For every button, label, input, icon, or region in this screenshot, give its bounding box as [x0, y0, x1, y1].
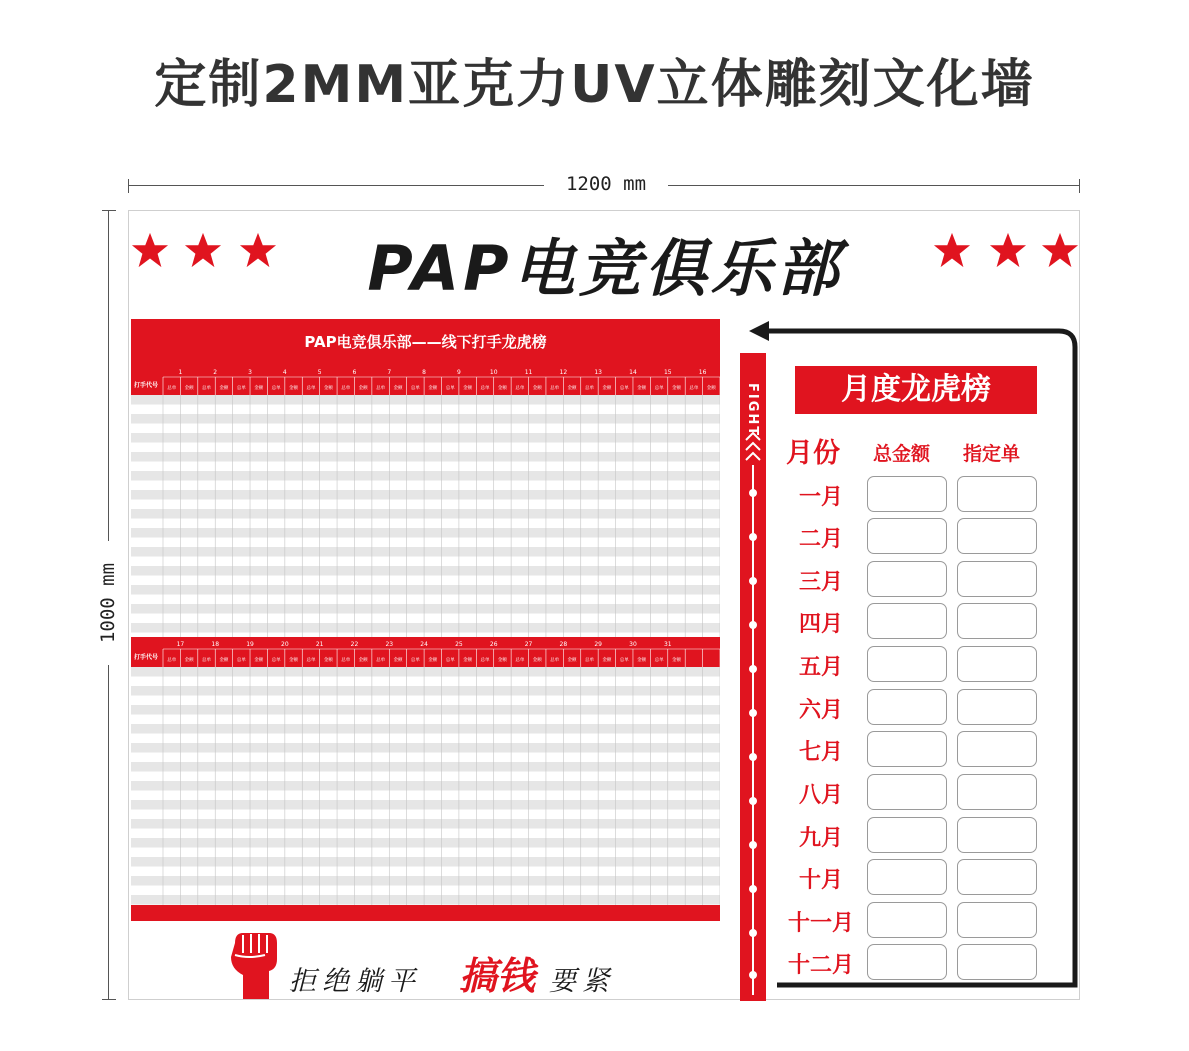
strip-dot: [749, 971, 757, 979]
grid-row: [131, 547, 720, 557]
strip-dot: [749, 929, 757, 937]
month-row: [781, 774, 1041, 812]
grid-row: [131, 667, 720, 677]
slogan-part-one: 拒绝躺平: [289, 966, 421, 997]
grid-row: [131, 509, 720, 519]
day-number-label: 26: [489, 641, 498, 648]
month-label: 七月: [798, 740, 843, 765]
grid-row: [131, 810, 720, 820]
grid-row: [131, 724, 720, 734]
amount-sub-label: 金额: [463, 658, 473, 663]
grid-row: [131, 715, 720, 725]
month-label: 八月: [798, 783, 843, 808]
day-number-label: 25: [455, 641, 463, 648]
orders-sub-label: 总单: [376, 658, 386, 663]
amount-sub-label: 金额: [254, 658, 264, 663]
day-number-label: 24: [420, 641, 428, 648]
monthly-ranking-title: 月度龙虎榜: [795, 366, 1037, 414]
strip-line: [752, 465, 754, 995]
orders-sub-label: 总单: [306, 386, 316, 391]
grid-row: [131, 471, 720, 481]
amount-sub-label: 金额: [637, 658, 647, 663]
grid-row: [131, 538, 720, 548]
grid-row: [131, 867, 720, 877]
amount-sub-label: 金额: [497, 386, 507, 391]
total-amount-box: [867, 561, 947, 597]
chevron-up-icon: [745, 441, 761, 451]
ranking-header: PAP电竞俱乐部——线下打手龙虎榜: [131, 319, 720, 365]
grid-row: [131, 886, 720, 896]
ranking-grid-bottom: [131, 637, 720, 905]
grid-row: [131, 462, 720, 472]
total-amount-box: [867, 817, 947, 853]
grid-row: [131, 490, 720, 500]
amount-sub-label: 金额: [219, 658, 229, 663]
grid-row: [131, 576, 720, 586]
orders-sub-label: 总单: [410, 386, 420, 391]
day-number-label: 2: [213, 369, 218, 376]
grid-row: [131, 791, 720, 801]
assigned-order-box: [957, 476, 1037, 512]
assigned-order-box: [957, 518, 1037, 554]
player-code-label: 打手代号: [134, 382, 159, 389]
day-number-label: 3: [248, 369, 252, 376]
amount-sub-label: 金额: [671, 386, 681, 391]
strip-dot: [749, 797, 757, 805]
day-number-label: 13: [594, 369, 602, 376]
grid-row: [131, 772, 720, 782]
amount-sub-label: 金额: [428, 386, 438, 391]
orders-sub-label: 总单: [236, 386, 246, 391]
total-amount-box: [867, 518, 947, 554]
day-number-label: 15: [663, 369, 672, 376]
orders-sub-label: 总单: [584, 386, 594, 391]
orders-sub-label: 总单: [445, 386, 455, 391]
height-dimension-tick-top: [102, 210, 116, 211]
amount-sub-label: 金额: [184, 658, 194, 663]
day-number-label: 22: [350, 641, 359, 648]
grid-row: [131, 677, 720, 687]
grid-row: [131, 433, 720, 443]
amount-sub-label: 金额: [428, 658, 438, 663]
orders-sub-label: 总单: [202, 386, 212, 391]
day-number-label: 1: [178, 369, 183, 376]
day-number-label: 31: [663, 641, 672, 648]
day-number-label: 27: [524, 641, 533, 648]
amount-sub-label: 金额: [602, 658, 612, 663]
month-label: 十月: [798, 868, 843, 893]
grid-row: [131, 781, 720, 791]
ranking-grid-bottom-lines: [131, 637, 720, 905]
month-row: [781, 859, 1041, 897]
month-label: 六月: [798, 698, 843, 723]
amount-sub-label: 金额: [671, 658, 681, 663]
orders-sub-label: 总单: [515, 386, 525, 391]
grid-row: [131, 876, 720, 886]
orders-sub-label: 总单: [167, 386, 177, 391]
amount-sub-label: 金额: [323, 386, 333, 391]
height-dimension-label: 1000 mm: [97, 541, 119, 665]
day-number-label: 12: [559, 369, 568, 376]
month-row: [781, 561, 1041, 599]
day-number-label: 29: [594, 641, 602, 648]
strip-dot: [749, 709, 757, 717]
grid-row: [131, 686, 720, 696]
grid-row: [131, 734, 720, 744]
orders-sub-label: 总单: [341, 658, 351, 663]
amount-sub-label: 金额: [463, 386, 473, 391]
orders-sub-label: 总单: [654, 658, 664, 663]
slogan-part-three: 要紧: [549, 966, 615, 997]
day-number-label: 30: [629, 641, 637, 648]
grid-row: [131, 838, 720, 848]
amount-sub-label: 金额: [393, 658, 403, 663]
assigned-order-box: [957, 774, 1037, 810]
grid-row: [131, 414, 720, 424]
chevron-up-icon: [745, 451, 761, 461]
day-number-label: 20: [281, 641, 289, 648]
orders-sub-label: 总单: [515, 658, 525, 663]
orders-sub-label: 总单: [550, 386, 560, 391]
day-number-label: 23: [385, 641, 394, 648]
height-dimension-tick-bottom: [102, 999, 116, 1000]
width-dimension-tick-left: [128, 179, 129, 193]
assigned-order-box: [957, 561, 1037, 597]
month-row: [781, 731, 1041, 769]
slogan-part-two: 搞钱: [459, 953, 536, 998]
orders-sub-label: 总单: [480, 658, 490, 663]
grid-row: [131, 762, 720, 772]
day-number-label: 21: [315, 641, 324, 648]
day-number-label: 16: [698, 369, 707, 376]
orders-sub-label: 总单: [202, 658, 212, 663]
day-number-label: 9: [456, 369, 461, 376]
orders-sub-label: 总单: [167, 658, 177, 663]
amount-sub-label: 金额: [706, 386, 716, 391]
grid-row: [131, 443, 720, 453]
day-number-label: 18: [211, 641, 220, 648]
month-row: [781, 902, 1041, 940]
total-amount-box: [867, 689, 947, 725]
page-title: 定制2MM亚克力UV立体雕刻文化墙: [154, 55, 1035, 115]
width-dimension-label: 1200 mm: [544, 173, 668, 195]
assigned-order-box: [957, 859, 1037, 895]
strip-dot: [749, 665, 757, 673]
orders-sub-label: 总单: [306, 658, 316, 663]
assigned-order-box: [957, 944, 1037, 980]
grid-row: [131, 604, 720, 614]
grid-row: [131, 595, 720, 605]
assigned-order-box: [957, 689, 1037, 725]
orders-sub-label: 总单: [619, 386, 629, 391]
amount-sub-label: 金额: [289, 386, 299, 391]
grid-row: [131, 481, 720, 491]
grid-row: [131, 528, 720, 538]
month-row: [781, 603, 1041, 641]
ranking-grid-top: [131, 365, 720, 637]
amount-sub-label: 金额: [289, 658, 299, 663]
grid-row: [131, 405, 720, 415]
orders-sub-label: 总单: [376, 386, 386, 391]
orders-sub-label: 总单: [445, 658, 455, 663]
grid-row: [131, 452, 720, 462]
orders-sub-label: 总单: [619, 658, 629, 663]
strip-dot: [749, 621, 757, 629]
amount-sub-label: 金额: [567, 658, 577, 663]
month-label: 一月: [798, 485, 843, 510]
month-label: 二月: [798, 527, 843, 552]
month-label: 四月: [798, 612, 843, 637]
arrow-head-icon: [749, 321, 769, 341]
amount-sub-label: 金额: [219, 386, 229, 391]
grid-row: [131, 857, 720, 867]
strip-dot: [749, 489, 757, 497]
month-row: [781, 518, 1041, 556]
strip-dot: [749, 841, 757, 849]
total-amount-box: [867, 774, 947, 810]
orders-sub-label: 总单: [550, 658, 560, 663]
day-number-label: 5: [317, 369, 322, 376]
fight-label: FIGHT: [745, 383, 760, 438]
grid-row: [131, 895, 720, 905]
day-number-label: 19: [246, 641, 254, 648]
club-title: PAP电竞俱乐部: [367, 232, 843, 305]
month-label: 三月: [798, 570, 843, 595]
day-number-label: 28: [559, 641, 568, 648]
month-row: [781, 817, 1041, 855]
month-row: [781, 689, 1041, 727]
amount-sub-label: 金额: [637, 386, 647, 391]
month-label: 十二月: [787, 953, 854, 978]
strip-dot: [749, 885, 757, 893]
orders-sub-label: 总单: [271, 658, 281, 663]
orders-sub-label: 总单: [341, 386, 351, 391]
total-amount-box: [867, 603, 947, 639]
grid-row: [131, 585, 720, 595]
day-number-label: 10: [489, 369, 498, 376]
orders-sub-label: 总单: [236, 658, 246, 663]
day-number-label: 17: [176, 641, 185, 648]
orders-sub-label: 总单: [271, 386, 281, 391]
month-row: [781, 476, 1041, 514]
total-amount-box: [867, 731, 947, 767]
month-row: [781, 944, 1041, 982]
total-amount-box: [867, 476, 947, 512]
amount-sub-label: 金额: [184, 386, 194, 391]
grid-row: [131, 614, 720, 624]
column-total-header: 总金额: [873, 443, 931, 465]
amount-sub-label: 金额: [532, 386, 542, 391]
player-code-label: 打手代号: [134, 654, 159, 661]
month-label: 十一月: [787, 911, 854, 936]
amount-sub-label: 金额: [497, 658, 507, 663]
grid-row: [131, 623, 720, 633]
width-dimension-tick-right: [1079, 179, 1080, 193]
amount-sub-label: 金额: [567, 386, 577, 391]
strip-dot: [749, 533, 757, 541]
amount-sub-label: 金额: [254, 386, 264, 391]
month-row: [781, 646, 1041, 684]
assigned-order-box: [957, 646, 1037, 682]
grid-row: [131, 753, 720, 763]
amount-sub-label: 金额: [358, 386, 368, 391]
grid-row: [131, 557, 720, 567]
assigned-order-box: [957, 603, 1037, 639]
column-order-header: 指定单: [963, 443, 1021, 465]
day-number-label: 8: [422, 369, 427, 376]
fight-strip: [740, 353, 766, 1001]
amount-sub-label: 金额: [393, 386, 403, 391]
grid-row: [131, 424, 720, 434]
amount-sub-label: 金额: [602, 386, 612, 391]
grid-row: [131, 705, 720, 715]
orders-sub-label: 总单: [689, 386, 699, 391]
grid-row: [131, 500, 720, 510]
amount-sub-label: 金额: [323, 658, 333, 663]
culture-wall-board: [128, 210, 1080, 1000]
total-amount-box: [867, 859, 947, 895]
grid-row: [131, 800, 720, 810]
total-amount-box: [867, 646, 947, 682]
grid-row: [131, 848, 720, 858]
assigned-order-box: [957, 902, 1037, 938]
ranking-footer-bar: [131, 905, 720, 921]
strip-dot: [749, 577, 757, 585]
total-amount-box: [867, 944, 947, 980]
orders-sub-label: 总单: [654, 386, 664, 391]
day-number-label: 7: [387, 369, 392, 376]
column-month-header: 月份: [786, 438, 840, 469]
grid-row: [131, 395, 720, 405]
day-number-label: 4: [282, 369, 287, 376]
assigned-order-box: [957, 817, 1037, 853]
orders-sub-label: 总单: [410, 658, 420, 663]
grid-row: [131, 696, 720, 706]
grid-row: [131, 829, 720, 839]
amount-sub-label: 金额: [358, 658, 368, 663]
month-label: 九月: [798, 826, 843, 851]
ranking-grid-top-lines: [131, 365, 720, 637]
orders-sub-label: 总单: [480, 386, 490, 391]
grid-row: [131, 819, 720, 829]
grid-row: [131, 566, 720, 576]
day-number-label: 14: [629, 369, 637, 376]
total-amount-box: [867, 902, 947, 938]
strip-dot: [749, 753, 757, 761]
chevron-up-icon: [745, 431, 761, 441]
grid-row: [131, 519, 720, 529]
grid-row: [131, 743, 720, 753]
amount-sub-label: 金额: [532, 658, 542, 663]
day-number-label: 6: [352, 369, 357, 376]
month-label: 五月: [798, 655, 843, 680]
raised-fist-icon: [225, 925, 281, 1001]
assigned-order-box: [957, 731, 1037, 767]
orders-sub-label: 总单: [584, 658, 594, 663]
day-number-label: 11: [524, 369, 533, 376]
